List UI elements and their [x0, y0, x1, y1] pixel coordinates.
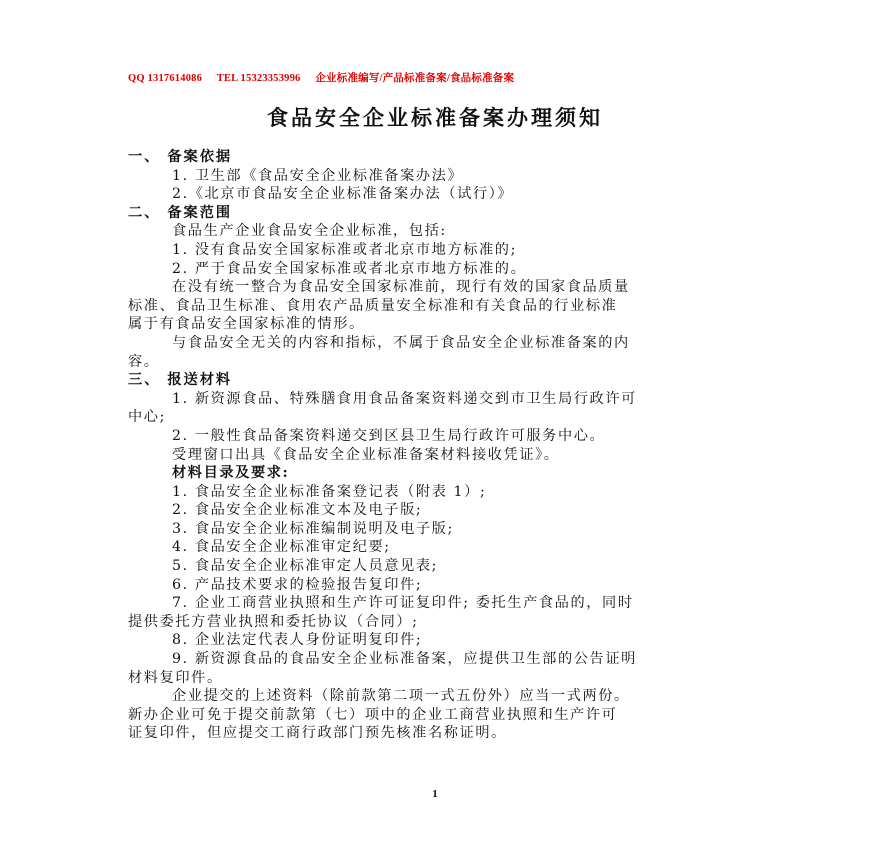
body-line: 2. 一般性食品备案资料递交到区县卫生局行政许可服务中心。 [172, 427, 606, 444]
document-title: 食品安全企业标准备案办理须知 [267, 105, 603, 130]
body-line: 属于有食品安全国家标准的情形。 [128, 316, 365, 333]
document-body [128, 148, 748, 743]
body-line: 2.《北京市食品安全企业标准备案办法（试行）》 [172, 186, 514, 203]
body-line: 受理窗口出具《食品安全企业标准备案材料接收凭证》。 [172, 446, 560, 463]
body-line: 8. 企业法定代表人身份证明复印件; [172, 632, 423, 649]
body-line: 3. 食品安全企业标准编制说明及电子版; [172, 520, 454, 537]
section-heading: 一、 备案依据 [128, 149, 233, 165]
body-line: 4. 食品安全企业标准审定纪要; [172, 539, 391, 556]
body-line: 容。 [128, 353, 160, 370]
body-line: 1. 没有食品安全国家标准或者北京市地方标准的; [172, 241, 517, 258]
body-line: 材料复印件。 [128, 669, 223, 686]
page-header [128, 70, 526, 85]
page-number: 1 [432, 788, 438, 800]
header-qq: QQ 1317614086 [128, 73, 203, 84]
body-line: 1. 食品安全企业标准备案登记表（附表 1）; [172, 483, 487, 500]
body-line: 食品生产企业食品安全企业标准，包括: [172, 223, 447, 240]
body-line: 在没有统一整合为食品安全国家标准前，现行有效的国家食品质量 [172, 279, 630, 296]
section-heading: 二、 备案范围 [128, 204, 233, 221]
body-line: 2. 食品安全企业标准文本及电子版; [172, 502, 423, 519]
body-line: 5. 食品安全企业标准审定人员意见表; [172, 558, 439, 575]
body-line: 6. 产品技术要求的检验报告复印件; [172, 576, 423, 593]
body-line: 证复印件，但应提交工商行政部门预先核准名称证明。 [128, 725, 507, 742]
body-line: 材料目录及要求: [172, 465, 290, 482]
section-heading: 三、 报送材料 [128, 372, 233, 389]
body-line: 提供委托方营业执照和委托协议（合同）; [128, 613, 419, 630]
body-line: 1. 新资源食品、特殊膳食用食品备案资料递交到市卫生局行政许可 [172, 390, 637, 407]
header-tel: TEL 15323353996 [216, 73, 301, 84]
body-line: 标准、食品卫生标准、食用农产品质量安全标准和有关食品的行业标准 [128, 297, 618, 314]
body-line: 中心; [128, 409, 166, 426]
body-line: 与食品安全无关的内容和指标，不属于食品安全企业标准备案的内 [172, 334, 630, 351]
body-line: 企业提交的上述资料（除前款第二项一式五份外）应当一式两份。 [172, 688, 630, 705]
body-line: 9. 新资源食品的食品安全企业标准备案，应提供卫生部的公告证明 [172, 651, 637, 668]
body-line: 2. 严于食品安全国家标准或者北京市地方标准的。 [172, 260, 527, 277]
body-line: 7. 企业工商营业执照和生产许可证复印件; 委托生产食品的，同时 [172, 595, 634, 612]
header-tagline: 企业标准编写/产品标准备案/食品标准备案 [315, 73, 515, 84]
body-line: 新办企业可免于提交前款第（七）项中的企业工商营业执照和生产许可 [128, 706, 618, 723]
body-line: 1. 卫生部《食品安全企业标准备案办法》 [172, 167, 464, 184]
